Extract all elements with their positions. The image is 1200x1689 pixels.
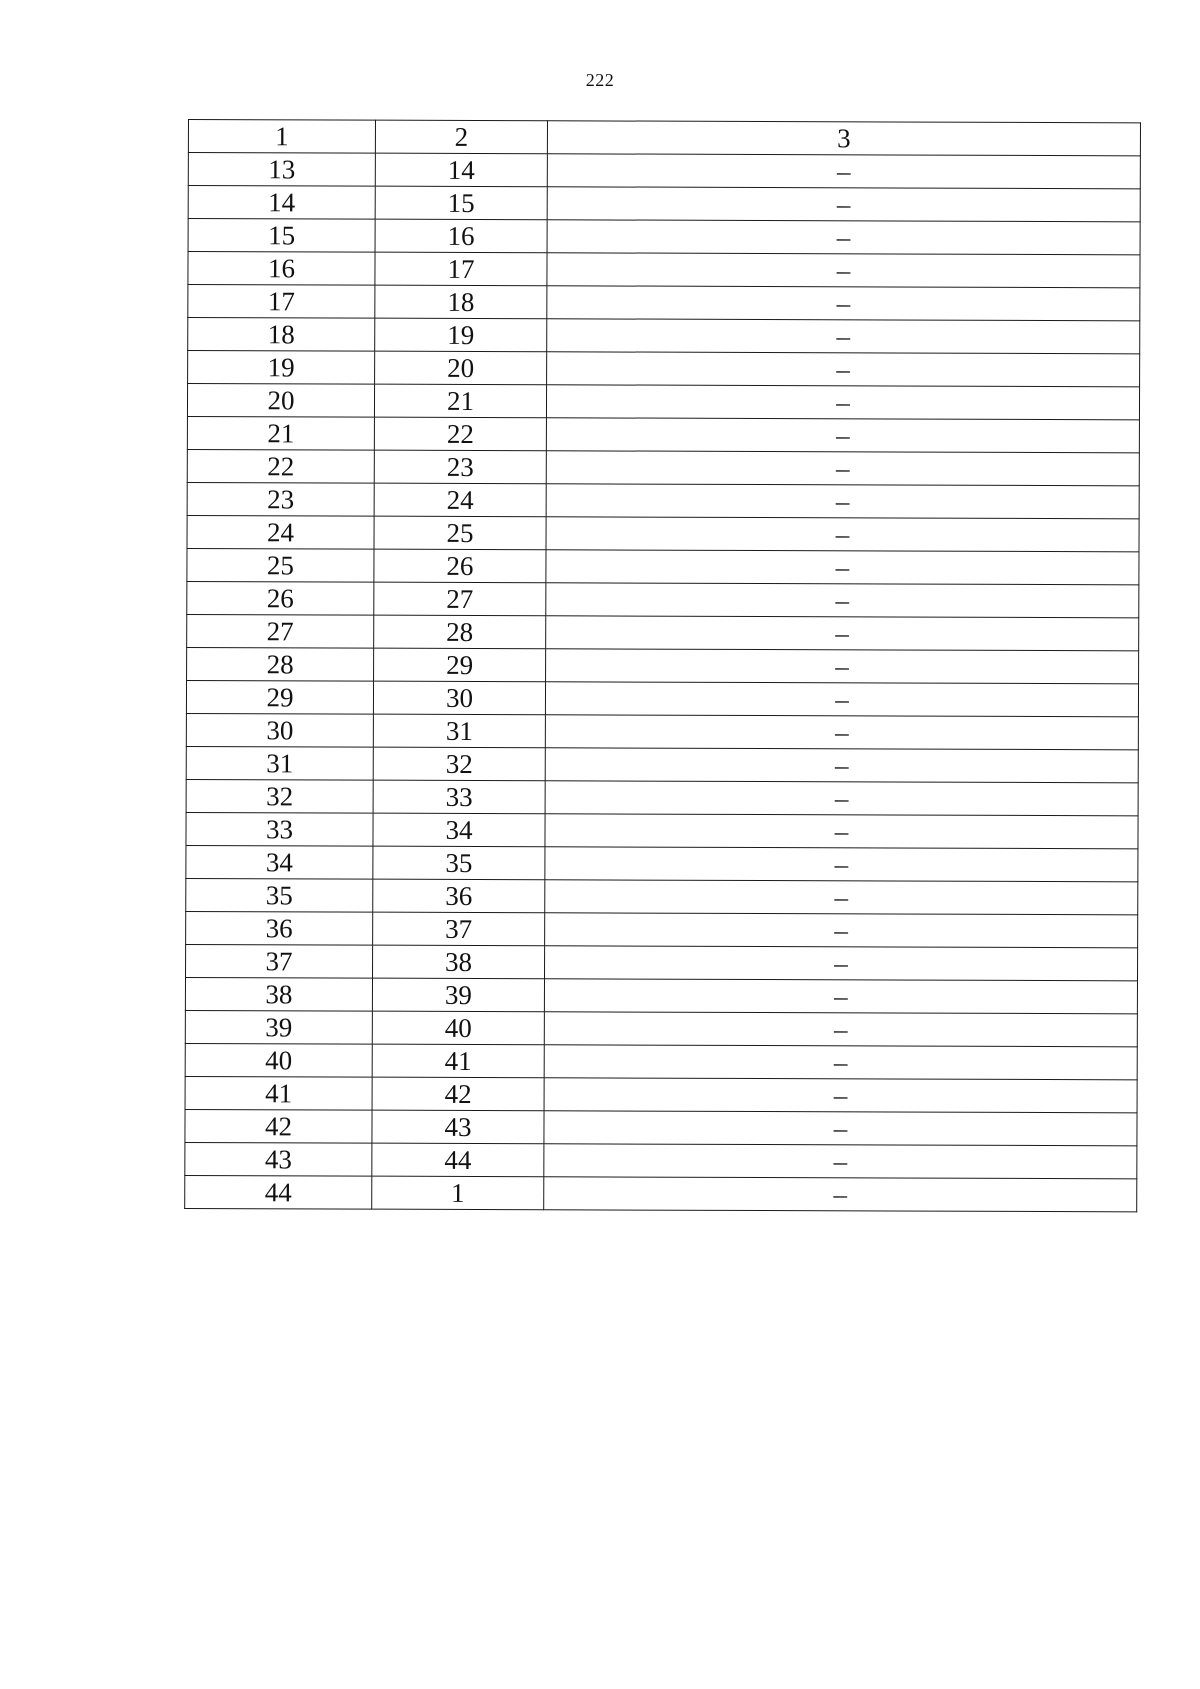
table-cell-col-1: 34	[186, 845, 373, 879]
table-cell-col-1: 44	[185, 1175, 372, 1209]
table-row	[187, 614, 1139, 650]
table-row	[186, 680, 1138, 716]
table-cell-col-2: 43	[372, 1110, 544, 1144]
table-cell-col-1: 22	[187, 449, 374, 483]
table-cell-col-3: –	[545, 847, 1138, 882]
table-cell-col-3: –	[547, 220, 1140, 255]
table-cell-col-3: –	[547, 352, 1140, 387]
table-row	[186, 911, 1138, 947]
table-row	[187, 416, 1139, 452]
table-row	[185, 1010, 1137, 1046]
table-cell-col-3: –	[545, 880, 1138, 915]
table-cell-col-2: 30	[373, 681, 545, 715]
table-cell-col-1: 24	[187, 515, 374, 549]
table-row	[186, 746, 1138, 782]
page-number: 222	[585, 70, 615, 90]
table-cell-col-2: 22	[374, 417, 546, 451]
table-cell-col-1: 21	[187, 416, 374, 450]
table-cell-col-3: –	[546, 418, 1139, 453]
table-cell-col-1: 43	[185, 1142, 372, 1176]
table-row	[187, 449, 1139, 485]
table-cell-col-3: –	[544, 1012, 1137, 1047]
table-cell-col-2: 25	[374, 516, 546, 550]
table-cell-col-2: 20	[375, 351, 547, 385]
table-row	[186, 713, 1138, 749]
data-table	[184, 119, 1141, 1212]
table-cell-col-2: 23	[374, 450, 546, 484]
table-cell-col-1: 25	[187, 548, 374, 582]
table-cell-col-3: –	[545, 682, 1138, 717]
table-row	[186, 878, 1138, 914]
table-cell-col-1: 37	[186, 944, 373, 978]
header-cell-col-3: 3	[547, 121, 1140, 156]
table-cell-col-3: –	[544, 1144, 1137, 1179]
table-cell-col-1: 36	[186, 911, 373, 945]
table-cell-col-1: 40	[185, 1043, 372, 1077]
table-cell-col-2: 42	[372, 1077, 544, 1111]
table-row	[185, 1142, 1137, 1178]
table-row	[186, 812, 1138, 848]
table-cell-col-3: –	[547, 187, 1140, 222]
table-cell-col-3: –	[546, 517, 1139, 552]
table-row	[185, 977, 1137, 1013]
header-cell-col-2: 2	[375, 120, 547, 154]
table-cell-col-2: 18	[375, 285, 547, 319]
table-cell-col-2: 33	[373, 780, 545, 814]
table-cell-col-3: –	[544, 1045, 1137, 1080]
table-cell-col-1: 30	[186, 713, 373, 747]
table-cell-col-1: 39	[185, 1010, 372, 1044]
table-cell-col-2: 38	[373, 945, 545, 979]
table-cell-col-1: 28	[187, 647, 374, 681]
table-cell-col-3: –	[545, 781, 1138, 816]
table-cell-col-3: –	[547, 319, 1140, 354]
table-cell-col-3: –	[546, 484, 1139, 519]
table-header-row	[188, 120, 1140, 156]
table-cell-col-1: 35	[186, 878, 373, 912]
table-cell-col-2: 36	[373, 879, 545, 913]
table-cell-col-2: 34	[373, 813, 545, 847]
table-row	[188, 252, 1140, 288]
table-cell-col-2: 31	[373, 714, 545, 748]
table-cell-col-1: 33	[186, 812, 373, 846]
table-cell-col-1: 14	[188, 186, 375, 220]
table-row	[187, 581, 1139, 617]
table-row	[188, 285, 1140, 321]
table-cell-col-1: 16	[188, 252, 375, 286]
table-row	[185, 1043, 1137, 1079]
table-cell-col-2: 24	[374, 483, 546, 517]
table-cell-col-2: 16	[375, 219, 547, 253]
table-cell-col-1: 29	[186, 680, 373, 714]
table-row	[185, 1109, 1137, 1145]
table-cell-col-3: –	[547, 286, 1140, 321]
table-row	[186, 779, 1138, 815]
table-cell-col-1: 15	[188, 219, 375, 253]
table-cell-col-1: 19	[188, 351, 375, 385]
table-row	[187, 647, 1139, 683]
table-cell-col-3: –	[546, 583, 1139, 618]
table-cell-col-2: 28	[374, 615, 546, 649]
table-cell-col-3: –	[546, 649, 1139, 684]
table-row	[187, 548, 1139, 584]
table-cell-col-2: 29	[374, 648, 546, 682]
table-cell-col-3: –	[545, 715, 1138, 750]
table-cell-col-2: 27	[374, 582, 546, 616]
table-cell-col-2: 14	[375, 153, 547, 187]
table-cell-col-1: 13	[188, 153, 375, 187]
table-cell-col-1: 18	[188, 318, 375, 352]
table-row	[185, 1076, 1137, 1112]
table-cell-col-3: –	[546, 616, 1139, 651]
table-cell-col-3: –	[547, 154, 1140, 189]
table-cell-col-2: 1	[372, 1176, 544, 1210]
table-cell-col-2: 37	[373, 912, 545, 946]
table-row	[186, 944, 1138, 980]
table-cell-col-3: –	[544, 1078, 1137, 1113]
table-cell-col-1: 31	[186, 746, 373, 780]
table-cell-col-3: –	[545, 913, 1138, 948]
table-cell-col-1: 41	[185, 1076, 372, 1110]
table-cell-col-2: 17	[375, 252, 547, 286]
table-row	[188, 219, 1140, 255]
table-cell-col-1: 38	[185, 977, 372, 1011]
table-cell-col-1: 32	[186, 779, 373, 813]
table-cell-col-3: –	[544, 1177, 1137, 1212]
table-body	[185, 120, 1141, 1212]
table-cell-col-2: 19	[375, 318, 547, 352]
table-cell-col-2: 40	[372, 1011, 544, 1045]
table-cell-col-2: 32	[373, 747, 545, 781]
table-cell-col-3: –	[546, 451, 1139, 486]
table-cell-col-2: 41	[372, 1044, 544, 1078]
table-cell-col-1: 17	[188, 285, 375, 319]
table-cell-col-2: 39	[372, 978, 544, 1012]
table-cell-col-2: 26	[374, 549, 546, 583]
table-row	[188, 318, 1140, 354]
table-row	[187, 384, 1139, 420]
table-cell-col-3: –	[544, 979, 1137, 1014]
table-row	[187, 482, 1139, 518]
table-cell-col-3: –	[544, 1111, 1137, 1146]
table-cell-col-2: 15	[375, 186, 547, 220]
table-cell-col-3: –	[547, 253, 1140, 288]
table-row	[188, 351, 1140, 387]
table-cell-col-2: 44	[372, 1143, 544, 1177]
table-cell-col-3: –	[545, 814, 1138, 849]
header-cell-col-1: 1	[188, 120, 375, 154]
table-cell-col-1: 42	[185, 1109, 372, 1143]
table-cell-col-1: 27	[187, 614, 374, 648]
table-row	[186, 845, 1138, 881]
table-cell-col-1: 23	[187, 482, 374, 516]
table-cell-col-3: –	[546, 550, 1139, 585]
table-row	[188, 153, 1140, 189]
table-cell-col-2: 35	[373, 846, 545, 880]
table-cell-col-3: –	[546, 385, 1139, 420]
table-cell-col-3: –	[545, 946, 1138, 981]
table-cell-col-3: –	[545, 748, 1138, 783]
table-row	[185, 1175, 1137, 1211]
table-cell-col-1: 26	[187, 581, 374, 615]
table-cell-col-1: 20	[187, 384, 374, 418]
table-row	[187, 515, 1139, 551]
table-row	[188, 186, 1140, 222]
table-cell-col-2: 21	[374, 384, 546, 418]
